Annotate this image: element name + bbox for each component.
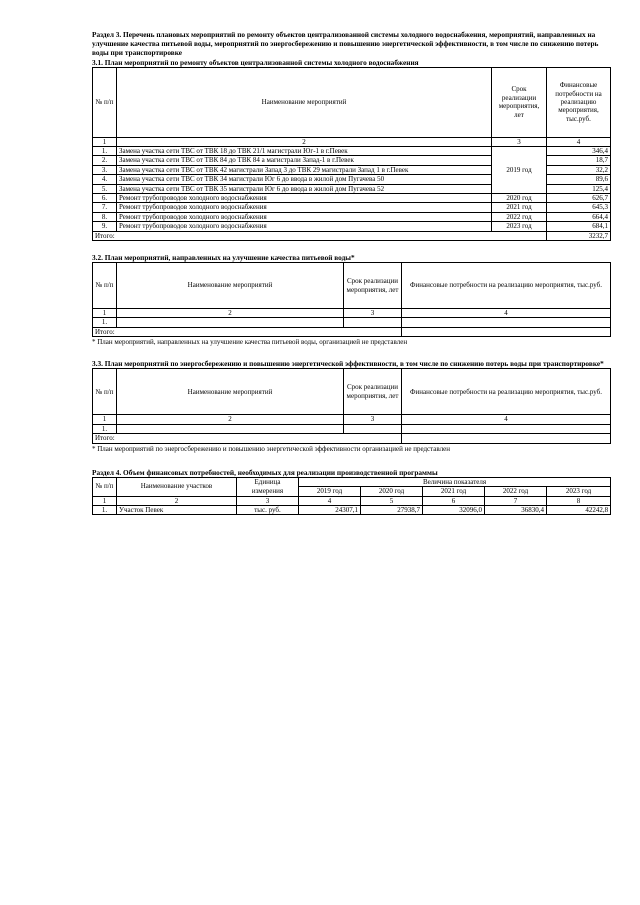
empty-cell [344, 318, 402, 327]
section-4-title: Раздел 4. Объем финансовых потребностей, необходимых для реализации производственной программы [92, 467, 438, 477]
row-num: 3. [93, 165, 117, 174]
total-label: Итого: [93, 327, 402, 336]
index-cell: 4 [402, 309, 611, 318]
row-value: 684,1 [547, 222, 611, 231]
row-value: 18,7 [547, 156, 611, 165]
header-term: Срок реализации мероприятия, лет [344, 263, 402, 309]
merged-term-cell: 2019 год [492, 147, 547, 194]
index-cell: 4 [402, 415, 611, 424]
row-name: Ремонт трубопроводов холодного водоснабжения [117, 222, 492, 231]
index-cell: 4 [299, 496, 361, 505]
table-row [93, 222, 611, 231]
header-fin: Финансовые потребности на реализацию мероприятия, тыс.руб. [402, 263, 611, 309]
header-num: № п/п [93, 477, 117, 496]
empty-cell [402, 424, 611, 433]
row-name: Замена участка сети ТВС от ТВК 34 магистрали Юг 6 до ввода в жилой дом Пугачева 50 [117, 175, 492, 184]
index-cell: 1 [93, 415, 117, 424]
empty-cell [402, 318, 611, 327]
row-value: 32,2 [547, 165, 611, 174]
subsection-3-3-title: 3.3. План мероприятий по энергосбережению и повышению энергетической эффективности, в том числе по снижению потерь воды при транспортировке* [92, 359, 604, 369]
empty-cell [117, 424, 344, 433]
document-page [92, 30, 610, 515]
total-label: Итого: [93, 434, 402, 443]
table-row [93, 194, 611, 203]
header-num: № п/п [93, 263, 117, 309]
total-value: 3232,7 [547, 231, 611, 240]
index-cell: 1 [93, 309, 117, 318]
total-row [93, 327, 611, 336]
row-num: 5. [93, 184, 117, 193]
header-unit: Единица измерения [237, 477, 299, 496]
index-cell: 7 [485, 496, 547, 505]
header-year: 2022 год [485, 487, 547, 496]
header-year: 2019 год [299, 487, 361, 496]
row-name: Ремонт трубопроводов холодного водоснабжения [117, 194, 492, 203]
index-cell: 2 [117, 309, 344, 318]
row-value: 626,7 [547, 194, 611, 203]
header-term: Срок реализации мероприятия, лет [492, 67, 547, 137]
total-row [93, 231, 611, 240]
row-num: 7. [93, 203, 117, 212]
row-num: 8. [93, 212, 117, 221]
index-cell: 1 [93, 496, 117, 505]
section-3-title: Раздел 3. Перечень плановых мероприятий по ремонту объектов централизованной системы холодного водоснабжения, мероприятий, направленных на улучшение качества питьевой воды, мероприятий по энергосбережению и повышению энергетической эффективности, в том числе по снижению потерь воды при транспортировке [92, 30, 599, 58]
table-3-1 [92, 67, 611, 241]
row-value: 24307,1 [299, 505, 361, 514]
row-num: 1. [93, 147, 117, 156]
header-year: 2021 год [423, 487, 485, 496]
footnote-3-3: * План мероприятий по энергосбережению и повышению энергетической эффективности организацией не представлен [92, 444, 450, 453]
row-term: 2023 год [492, 222, 547, 231]
index-cell: 3 [344, 415, 402, 424]
index-cell: 8 [547, 496, 611, 505]
row-name: Замена участка сети ТВС от ТВК 42 магистрали Запад 3 до ТВК 29 магистрали Запад 1 в г.Певек [117, 165, 492, 174]
row-value: 36830,4 [485, 505, 547, 514]
footnote-3-2: * План мероприятий, направленных на улучшение качества питьевой воды, организацией не представлен [92, 338, 408, 347]
table-3-2 [92, 262, 611, 337]
row-name: Ремонт трубопроводов холодного водоснабжения [117, 203, 492, 212]
row-value: 125,4 [547, 184, 611, 193]
row-term: 2020 год [492, 194, 547, 203]
header-year: 2023 год [547, 487, 611, 496]
row-num: 1. [93, 424, 117, 433]
row-num: 9. [93, 222, 117, 231]
table-row [93, 424, 611, 433]
row-num: 6. [93, 194, 117, 203]
index-cell: 2 [117, 496, 237, 505]
index-cell: 5 [361, 496, 423, 505]
index-cell: 6 [423, 496, 485, 505]
subsection-3-2-title: 3.2. План мероприятий, направленных на улучшение качества питьевой воды* [92, 253, 355, 263]
subsection-3-1-title: 3.1. План мероприятий по ремонту объектов централизованной системы холодного водоснабжения [92, 57, 419, 67]
row-value: 27938,7 [361, 505, 423, 514]
empty-cell [402, 434, 611, 443]
table-row [93, 203, 611, 212]
table-4 [92, 477, 611, 516]
header-num: № п/п [93, 369, 117, 415]
header-term: Срок реализации мероприятия, лет [344, 369, 402, 415]
table-3-3 [92, 368, 611, 443]
row-name: Ремонт трубопроводов холодного водоснабжения [117, 212, 492, 221]
row-term: 2022 год [492, 212, 547, 221]
table-row [93, 147, 611, 156]
row-name: Замена участка сети ТВС от ТВК 18 до ТВК 21/1 магистрали Юг-1 в г.Певек [117, 147, 492, 156]
empty-cell [344, 424, 402, 433]
row-name: Замена участка сети ТВС от ТВК 35 магистрали Юг 6 до ввода в жилой дом Пугачева 52 [117, 184, 492, 193]
header-name: Наименование участков [117, 477, 237, 496]
row-num: 4. [93, 175, 117, 184]
index-cell: 1 [93, 137, 117, 146]
row-num: 1. [93, 505, 117, 514]
row-name: Замена участка сети ТВС от ТВК 84 до ТВК 84 а магистрали Запад-1 в г.Певек [117, 156, 492, 165]
row-value: 346,4 [547, 147, 611, 156]
row-value: 645,3 [547, 203, 611, 212]
empty-cell [402, 327, 611, 336]
table-row [93, 505, 611, 514]
row-value: 89,6 [547, 175, 611, 184]
total-row [93, 434, 611, 443]
index-cell: 3 [344, 309, 402, 318]
header-name: Наименование мероприятий [117, 369, 344, 415]
row-value: 32096,0 [423, 505, 485, 514]
index-cell: 2 [117, 415, 344, 424]
total-label: Итого: [93, 231, 547, 240]
row-term: 2021 год [492, 203, 547, 212]
row-num: 1. [93, 318, 117, 327]
row-value: 664,4 [547, 212, 611, 221]
row-value: 42242,8 [547, 505, 611, 514]
row-name: Участок Певек [117, 505, 237, 514]
header-year: 2020 год [361, 487, 423, 496]
table-row [93, 318, 611, 327]
empty-cell [117, 318, 344, 327]
header-num: № п/п [93, 67, 117, 137]
index-cell: 2 [117, 137, 492, 146]
row-unit: тыс. руб. [237, 505, 299, 514]
header-fin: Финансовые потребности на реализацию мероприятия, тыс.руб. [402, 369, 611, 415]
index-cell: 4 [547, 137, 611, 146]
header-fin: Финансовые потребности на реализацию мероприятия, тыс.руб. [547, 67, 611, 137]
index-cell: 3 [492, 137, 547, 146]
table-row [93, 212, 611, 221]
header-value-group: Величина показателя [299, 477, 611, 486]
index-cell: 3 [237, 496, 299, 505]
row-num: 2. [93, 156, 117, 165]
header-name: Наименование мероприятий [117, 263, 344, 309]
header-name: Наименование мероприятий [117, 67, 492, 137]
